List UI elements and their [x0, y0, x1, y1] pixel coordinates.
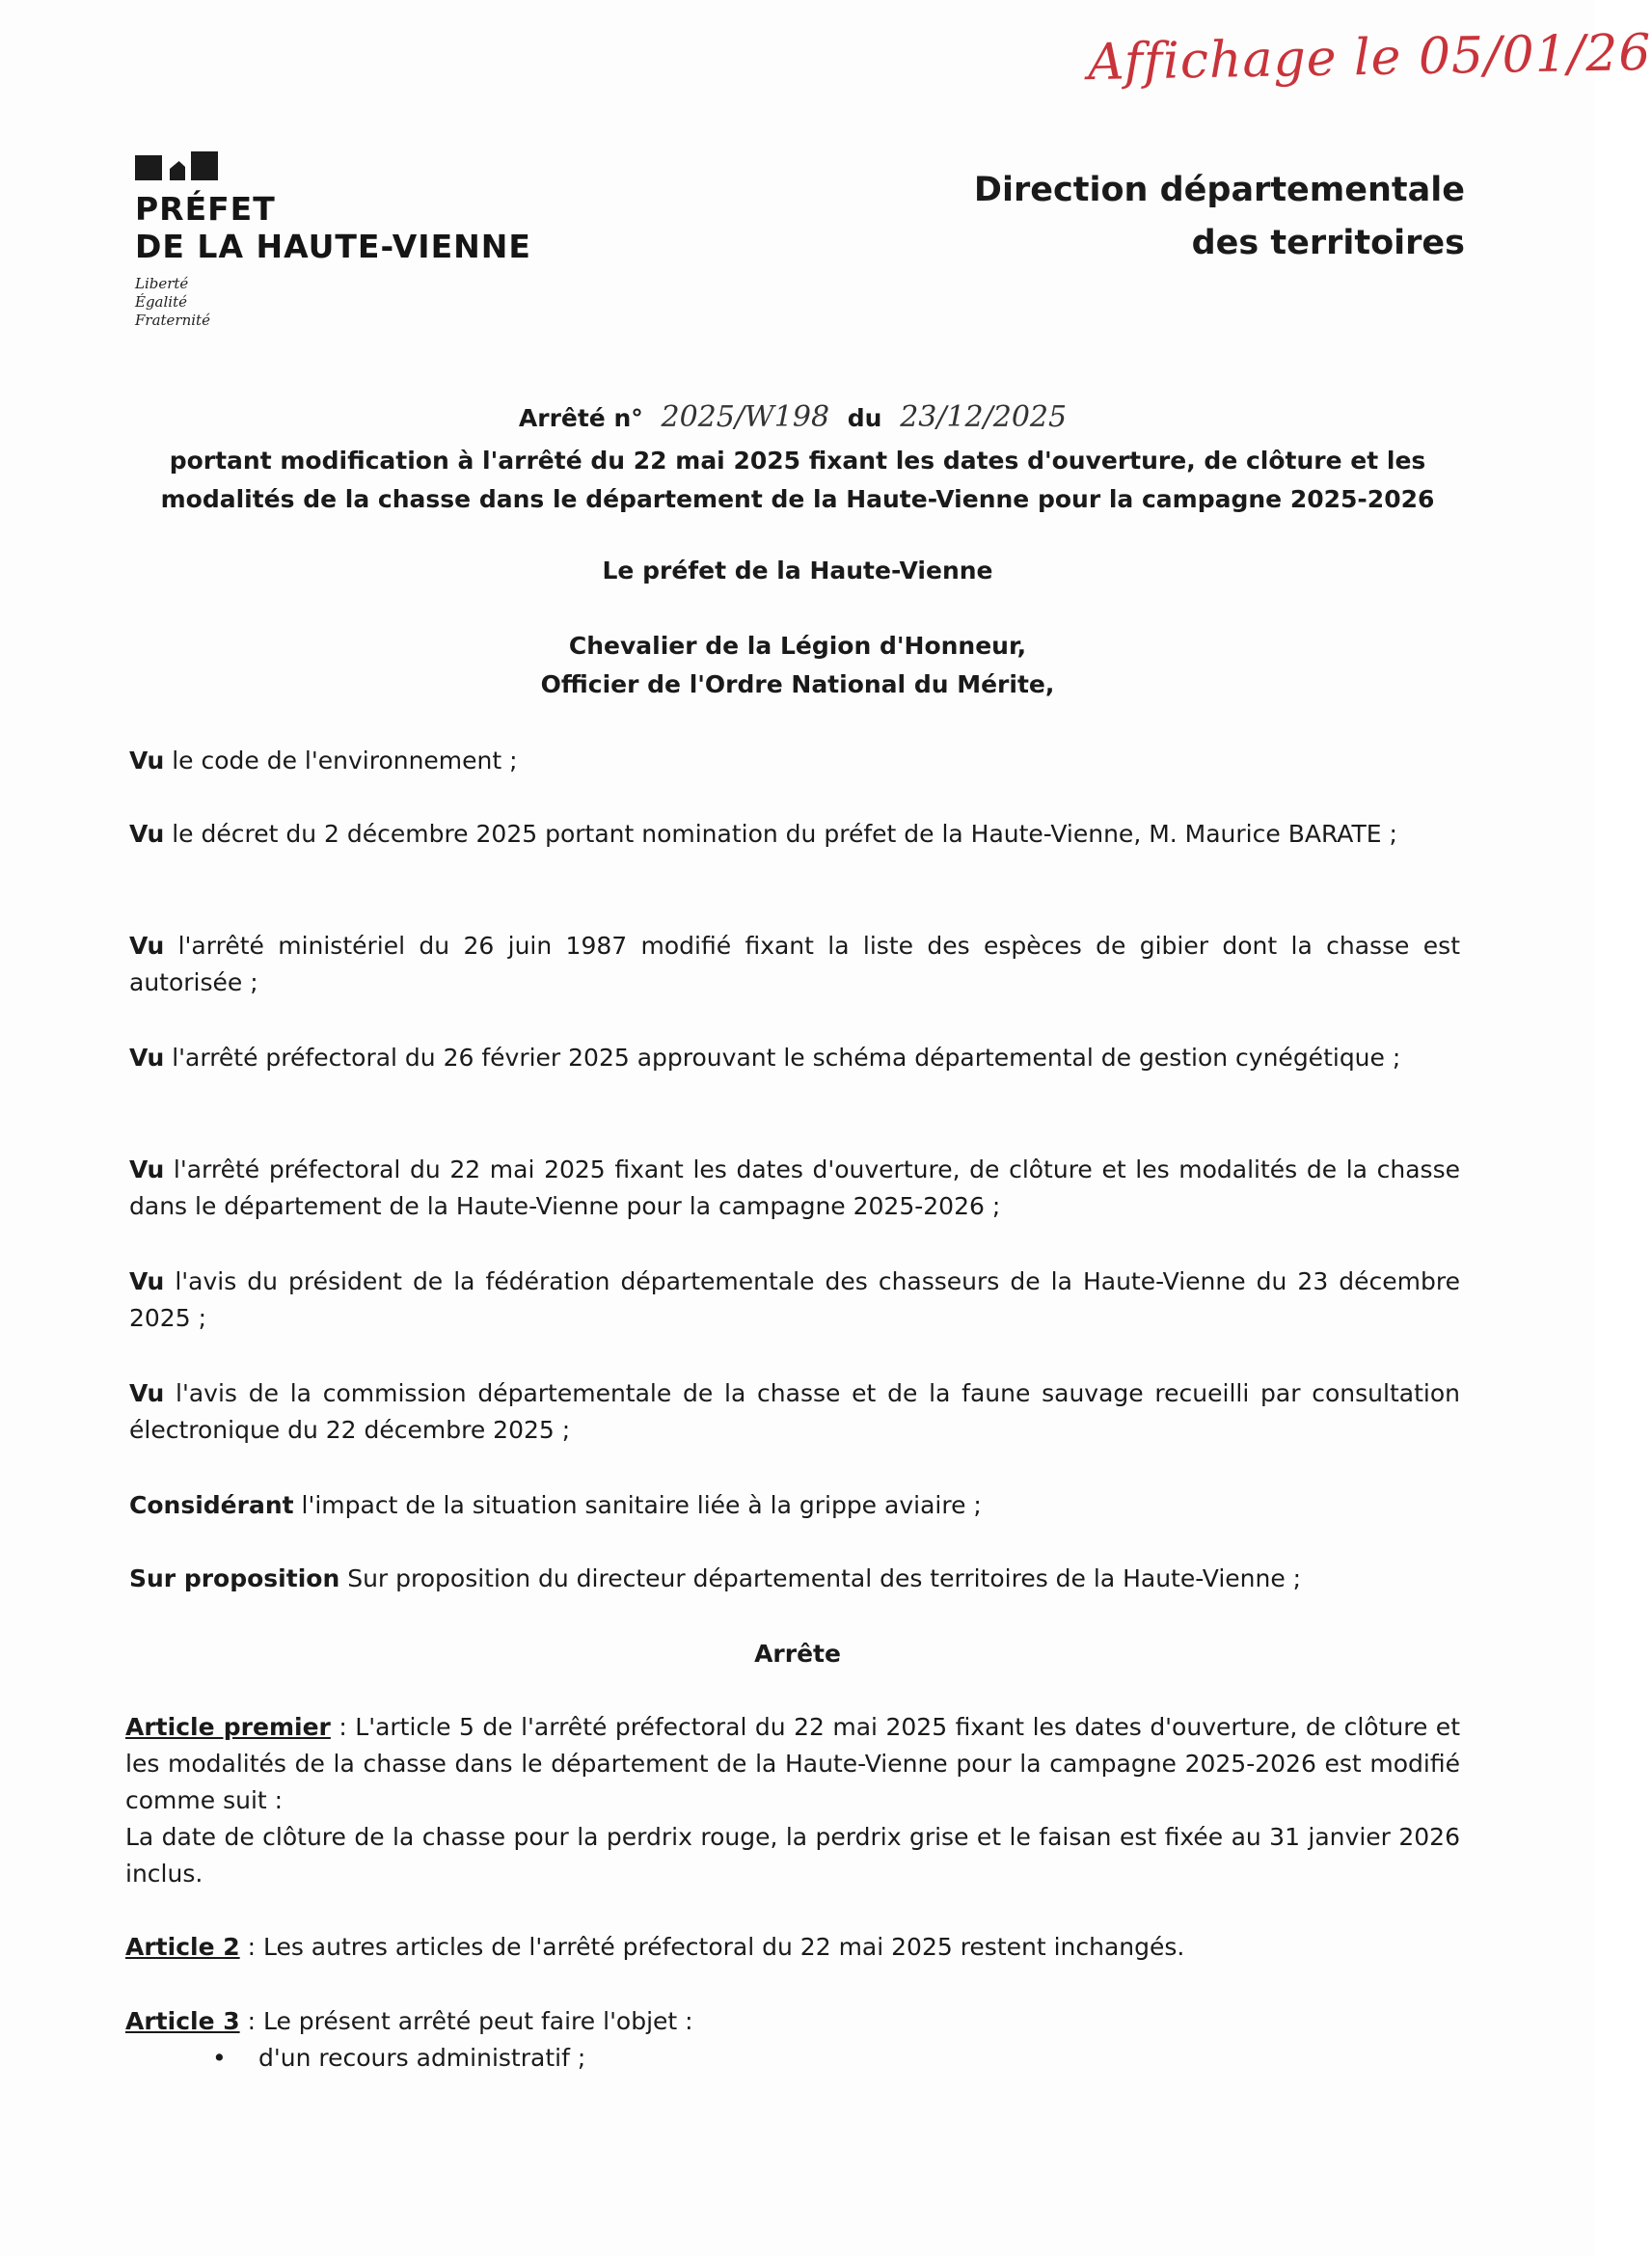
article-3-label: Article 3	[125, 2007, 240, 2035]
republic-motto	[135, 275, 531, 330]
prefet-line-2: DE LA HAUTE-VIENNE	[135, 228, 531, 265]
arrete-label: Arrêté n°	[518, 404, 643, 432]
considerant-item: Considérant l'impact de la situation sanitaire liée à la grippe aviaire ;	[129, 1491, 982, 1519]
article-1: Article premier : L'article 5 de l'arrêté préfectoral du 22 mai 2025 fixant les dates d'ouverture, de clôture et les modalités de la chasse dans le département de la Haute-Vienne pour la campagne 2025-2026 est modifié comme suit : La date de clôture de la chasse pour la perdrix rouge, la perdrix grise et le faisan est fixée au 31 janvier 2026 inclus.	[125, 1713, 1460, 1888]
prefet-name: Le préfet de la Haute-Vienne	[602, 557, 993, 584]
direction-line-2: des territoires	[1191, 224, 1465, 262]
article-2: Article 2 : Les autres articles de l'arrêté préfectoral du 22 mai 2025 restent inchangés.	[125, 1933, 1185, 1961]
visa-item: Vu l'avis du président de la fédération départementale des chasseurs de la Haute-Vienne du 23 décembre 2025 ;	[129, 1267, 1461, 1332]
prefecture-logo-block	[135, 149, 531, 330]
decision-heading: Arrête	[754, 1640, 841, 1668]
devise-liberte: Liberté	[135, 275, 189, 292]
visa-item: Vu l'avis de la commission départementale de la chasse et de la faune sauvage recueilli par consultation électronique du 22 décembre 2025 ;	[129, 1379, 1460, 1444]
article-3: Article 3 : Le présent arrêté peut faire l'objet :	[125, 2007, 693, 2035]
devise-fraternite: Fraternité	[135, 312, 210, 329]
prefet-line-1: PRÉFET	[135, 190, 276, 228]
arrete-reference	[0, 400, 1595, 434]
article-1-label: Article premier	[125, 1713, 331, 1741]
article-1-amendment: La date de clôture de la chasse pour la perdrix rouge, la perdrix grise et le faisan est fixée au 31 janvier 2026 inclus.	[125, 1823, 1460, 1888]
posting-stamp: Affichage le 05/01/26	[1087, 23, 1652, 93]
arrete-number: 2025/W198	[661, 400, 830, 434]
proposition-item: Sur proposition Sur proposition du directeur départemental des territoires de la Haute-Vienne ;	[129, 1564, 1302, 1592]
marianne-icon	[135, 149, 220, 184]
issuing-direction	[974, 164, 1465, 270]
distinction-ordre-merite: Officier de l'Ordre National du Mérite,	[540, 670, 1055, 698]
visa-item: Vu l'arrêté préfectoral du 26 février 2025 approuvant le schéma départemental de gestion cynégétique ;	[129, 1044, 1401, 1072]
visa-item: Vu l'arrêté préfectoral du 22 mai 2025 fixant les dates d'ouverture, de clôture et les modalités de la chasse dans le département de la Haute-Vienne pour la campagne 2025-2026 ;	[129, 1155, 1460, 1220]
article-2-label: Article 2	[125, 1933, 240, 1961]
visa-item: Vu le décret du 2 décembre 2025 portant nomination du préfet de la Haute-Vienne, M. Maurice BARATE ;	[129, 820, 1397, 848]
bullet-icon: •	[212, 2044, 227, 2072]
visa-item: Vu le code de l'environnement ;	[129, 747, 518, 775]
distinction-legion-honneur: Chevalier de la Légion d'Honneur,	[568, 632, 1027, 660]
recours-administratif: d'un recours administratif ;	[258, 2044, 586, 2072]
devise-egalite: Égalité	[135, 293, 187, 311]
visa-item: Vu l'arrêté ministériel du 26 juin 1987 modifié fixant la liste des espèces de gibier dont la chasse est autorisée ;	[129, 932, 1460, 996]
arrete-subject: portant modification à l'arrêté du 22 mai 2025 fixant les dates d'ouverture, de clôture et les modalités de la chasse dans le département de la Haute-Vienne pour la campagne 2025-2026	[160, 447, 1435, 513]
du-label: du	[847, 404, 882, 432]
direction-line-1: Direction départementale	[973, 171, 1465, 209]
arrete-date: 23/12/2025	[900, 400, 1068, 434]
prefet-title	[135, 190, 531, 265]
